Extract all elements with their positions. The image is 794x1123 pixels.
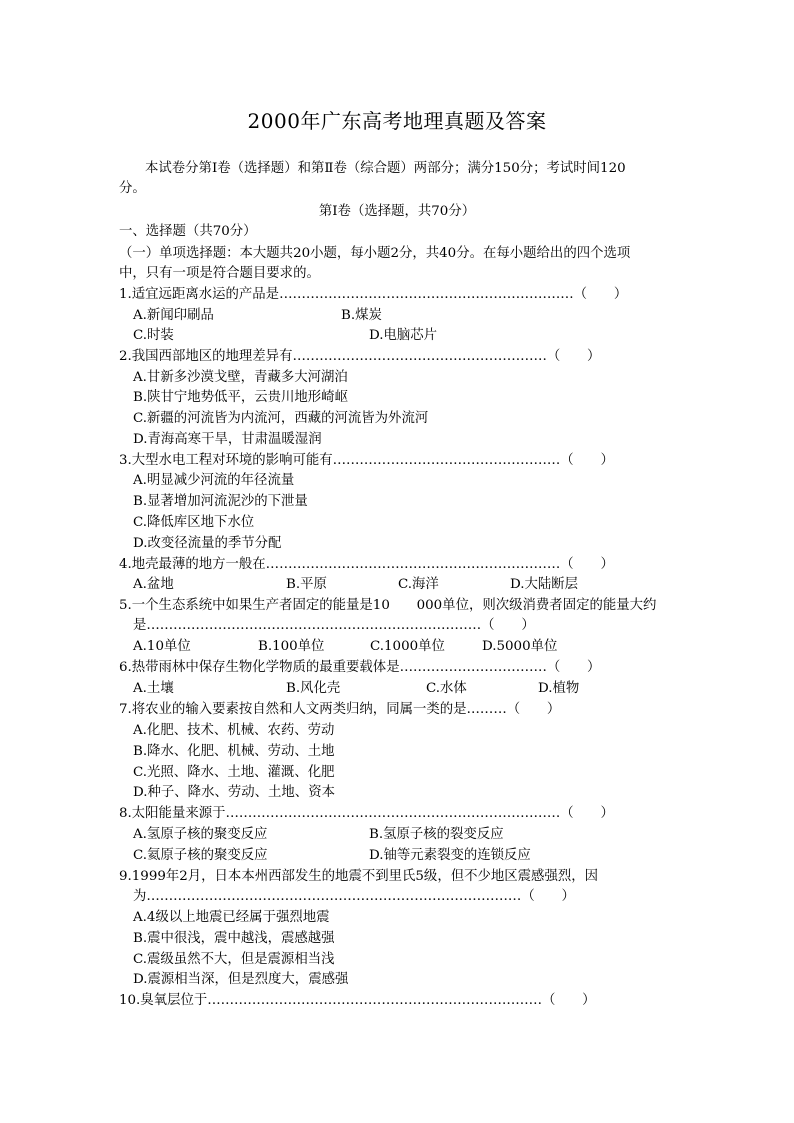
option-d: D.电脑芯片 <box>369 328 438 343</box>
option-b: B.平原 <box>286 577 327 592</box>
question-stem: 1.适宜远距离水运的产品是…………………………………………………………（ ） <box>119 287 628 302</box>
option-d: D.大陆断层 <box>510 577 579 592</box>
option-a: A.甘新多沙漠戈壁，青藏多大河湖泊 <box>133 370 348 385</box>
option-b: B.显著增加河流泥沙的下泄量 <box>133 494 308 509</box>
question-stem: 2.我国西部地区的地理差异有…………………………………………………（ ） <box>119 349 601 364</box>
option-b: B.震中很浅，震中越浅，震感越强 <box>133 931 335 946</box>
subsection-line-1: （一）单项选择题：本大题共20小题，每小题2分，共40分。在每小题给出的四个选项 <box>119 246 631 261</box>
subsection-line-2: 中，只有一项是符合题目要求的。 <box>119 266 320 281</box>
question-stem: 10.臭氧层位于…………………………………………………………………（ ） <box>119 993 596 1008</box>
option-a: A.10单位 <box>133 639 191 654</box>
option-c: C.新疆的河流皆为内流河，西藏的河流皆为外流河 <box>133 411 429 426</box>
option-c: C.降低库区地下水位 <box>133 515 255 530</box>
page-title: 2000年广东高考地理真题及答案 <box>247 109 547 133</box>
option-c: C.时装 <box>133 328 174 343</box>
option-c: C.水体 <box>426 681 467 696</box>
option-b: B.煤炭 <box>341 308 382 323</box>
option-c: C.震级虽然不大，但是震源相当浅 <box>133 952 335 967</box>
question-stem: 3.大型水电工程对环境的影响可能有……………………………………………（ ） <box>119 453 614 468</box>
question-stem: 9.1999年2月，日本本州西部发生的地震不到里氏5级，但不少地区震感强烈，因 <box>119 869 599 884</box>
option-c: C.氦原子核的聚变反应 <box>133 848 268 863</box>
option-c: C.海洋 <box>398 577 439 592</box>
option-d: D.青海高寒干旱，甘肃温暖湿润 <box>133 432 322 447</box>
option-a: A.4级以上地震已经属于强烈地震 <box>133 910 330 925</box>
option-b: B.氢原子核的裂变反应 <box>369 827 504 842</box>
part-heading: 一、选择题（共70分） <box>119 224 257 239</box>
question-stem: 8.太阳能量来源于…………………………………………………………………（ ） <box>119 806 614 821</box>
option-d: D.5000单位 <box>482 639 558 654</box>
option-d: D.震源相当深，但是烈度大，震感强 <box>133 972 349 987</box>
option-a: A.明显减少河流的年径流量 <box>133 473 295 488</box>
question-stem-continued: 为…………………………………………………………………………（ ） <box>133 889 575 904</box>
option-d: D.种子、降水、劳动、土地、资本 <box>133 785 335 800</box>
option-a: A.新闻印刷品 <box>133 308 214 323</box>
option-c: C.1000单位 <box>370 639 445 654</box>
option-d: D.改变径流量的季节分配 <box>133 536 282 551</box>
option-b: B.风化壳 <box>286 681 341 696</box>
option-b: B.100单位 <box>258 639 325 654</box>
question-stem: 5.一个生态系统中如果生产者固定的能量是10 000单位，则次级消费者固定的能量大约 <box>119 598 657 613</box>
option-a: A.盆地 <box>133 577 174 592</box>
option-b: B.降水、化肥、机械、劳动、土地 <box>133 744 335 759</box>
option-a: A.化肥、技术、机械、农药、劳动 <box>133 723 335 738</box>
option-a: A.土壤 <box>133 681 174 696</box>
intro-line-2: 分。 <box>119 181 146 196</box>
question-stem: 7.将农业的输入要素按自然和人文两类归纳，同属一类的是………（ ） <box>119 702 561 717</box>
option-c: C.光照、降水、土地、灌溉、化肥 <box>133 765 335 780</box>
option-a: A.氢原子核的聚变反应 <box>133 827 268 842</box>
question-stem-continued: 是…………………………………………………………………（ ） <box>133 618 535 633</box>
intro-line-1: 本试卷分第Ⅰ卷（选择题）和第Ⅱ卷（综合题）两部分；满分150分；考试时间120 <box>145 161 626 176</box>
question-stem: 4.地壳最薄的地方一般在…………………………………………………………（ ） <box>119 557 614 572</box>
question-stem: 6.热带雨林中保存生物化学物质的最重要载体是……………………………（ ） <box>119 660 601 675</box>
option-d: D.植物 <box>538 681 580 696</box>
option-b: B.陕甘宁地势低平，云贵川地形崎岖 <box>133 390 348 405</box>
option-d: D.铀等元素裂变的连锁反应 <box>369 848 531 863</box>
section-title: 第Ⅰ卷（选择题，共70分） <box>318 204 476 219</box>
